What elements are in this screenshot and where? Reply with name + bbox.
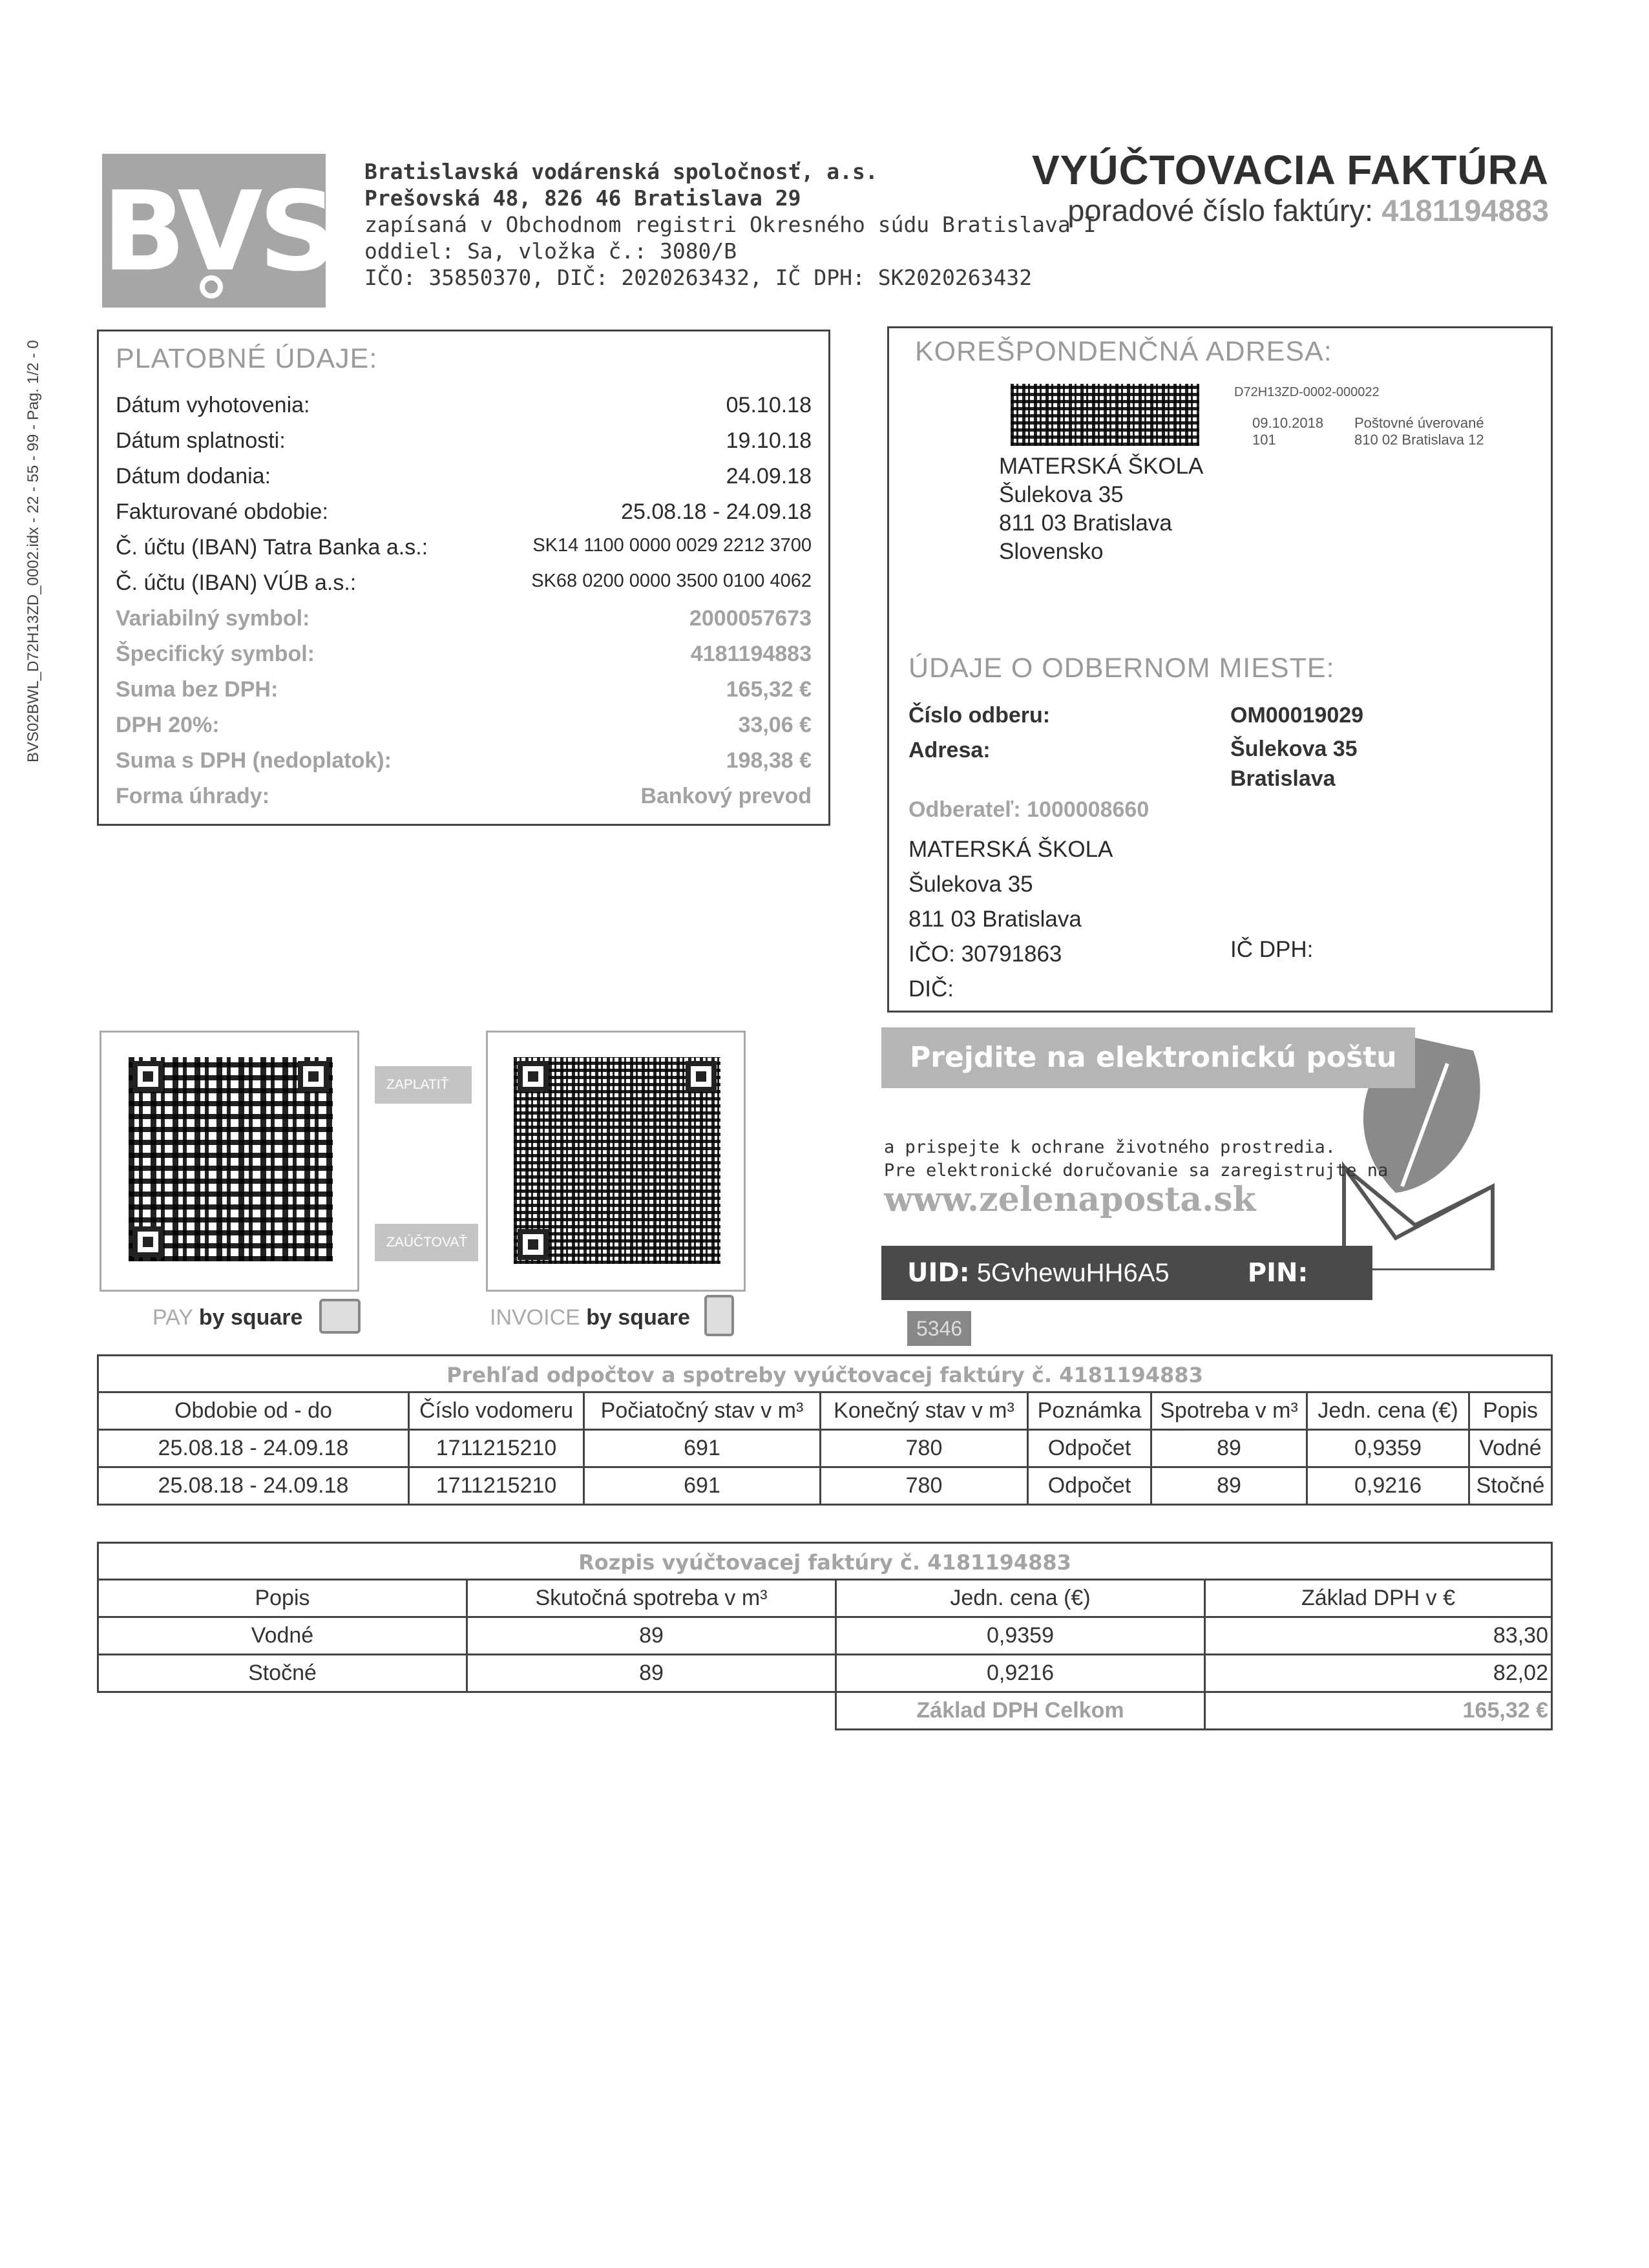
- table-row: 25.08.18 - 24.09.18 1711215210 691 780 Odpočet 89 0,9359 Vodné: [98, 1430, 1552, 1467]
- payment-row: Dátum splatnosti: 19.10.18: [116, 428, 812, 453]
- readings-table: Obdobie od - do Číslo vodomeru Počiatočný stav v m³ Konečný stav v m³ Poznámka Spotreba v m³ Jedn. cena (€) Popis 25.08.18 - 24.09.18 1711215210 691 780 Odpočet 89 0,9359 Vodné 25.08.18 - 24.09.18 1711215210 691 780 Odpočet 89 0,9216 Stočné: [97, 1391, 1553, 1506]
- document-icon: [704, 1295, 734, 1336]
- payment-row: Č. účtu (IBAN) VÚB a.s.: SK68 0200 0000 3500 0100 4062: [116, 571, 812, 595]
- invoice-title: VYÚČTOVACIA FAKTÚRA: [1031, 147, 1549, 193]
- uid-value: 5GvhewuHH6A5: [976, 1259, 1170, 1287]
- promo-text: a prispejte k ochrane životného prostredia. Pre elektronické doručovanie sa zaregistrujte na: [884, 1137, 1389, 1181]
- total-label: Základ DPH Celkom: [836, 1692, 1205, 1730]
- mail-code: D72H13ZD-0002-000022: [1234, 385, 1380, 399]
- company-address: Prešovská 48, 826 46 Bratislava 29: [364, 185, 801, 211]
- pin-label: PIN:: [1247, 1258, 1308, 1288]
- customer-icdph: IČ DPH:: [1230, 937, 1314, 962]
- qr-finder: [132, 1061, 163, 1092]
- consumption-number-label: Číslo odberu:: [909, 703, 1051, 728]
- total-value: 165,32 €: [1205, 1692, 1552, 1730]
- invoice-qr-frame: [486, 1031, 746, 1292]
- qr-finder: [518, 1061, 549, 1092]
- qr-finder: [298, 1061, 329, 1092]
- pin-value: 5346: [907, 1311, 971, 1346]
- company-registry: zapísaná v Obchodnom registri Okresného súdu Bratislava I: [364, 212, 1097, 237]
- payment-row: Dátum vyhotovenia: 05.10.18: [116, 393, 812, 417]
- correspondence-title: KOREŠPONDENČNÁ ADRESA:: [915, 336, 1332, 367]
- uid-pin-bar: [881, 1246, 1372, 1340]
- uid-label: UID:: [907, 1258, 970, 1288]
- consumption-number: OM00019029: [1230, 703, 1364, 728]
- post-office: 810 02 Bratislava 12: [1354, 432, 1484, 448]
- breakdown-title: Rozpis vyúčtovacej faktúry č. 4181194883: [578, 1550, 1071, 1575]
- table-total-row: [98, 1692, 1552, 1730]
- payment-box: [97, 330, 830, 826]
- invoice-number-line: [1067, 193, 1549, 228]
- breakdown-title-box: [97, 1542, 1553, 1580]
- water-drop-icon: [200, 275, 223, 299]
- qr-finder: [132, 1226, 163, 1257]
- post-num: 101: [1252, 432, 1276, 448]
- promo-headline: Prejdite na elektronickú poštu: [881, 1027, 1415, 1088]
- post-note: Poštovné úverované: [1354, 415, 1484, 431]
- company-ids: IČO: 35850370, DIČ: 2020263432, IČ DPH: SK2020263432: [364, 265, 1033, 290]
- company-logo: [102, 154, 334, 308]
- invoice-number: 4181194883: [1381, 193, 1549, 227]
- company-info: [364, 158, 1096, 291]
- address-box: [887, 326, 1553, 1013]
- qr-finder: [518, 1229, 549, 1260]
- payment-row: Dátum dodania: 24.09.18: [116, 464, 812, 488]
- pay-by-square: PAY by square: [152, 1305, 303, 1330]
- readings-title: Prehľad odpočtov a spotreby vyúčtovacej faktúry č. 4181194883: [446, 1363, 1203, 1387]
- consumption-address-label: Adresa:: [909, 738, 991, 762]
- table-row: Stočné 89 0,9216 82,02: [98, 1655, 1552, 1692]
- customer-address: MATERSKÁ ŠKOLA Šulekova 35 811 03 Bratislava IČO: 30791863 DIČ:: [909, 837, 1113, 1002]
- book-tag: ZAÚČTOVAŤ: [375, 1224, 478, 1261]
- pay-qr-frame: [100, 1031, 359, 1292]
- payment-row: Forma úhrady: Bankový prevod: [116, 784, 812, 808]
- payment-row: Č. účtu (IBAN) Tatra Banka a.s.: SK14 1100 0000 0029 2212 3700: [116, 535, 812, 560]
- customer-id: Odberateľ: 1000008660: [909, 797, 1150, 822]
- payment-title: PLATOBNÉ ÚDAJE:: [116, 343, 378, 374]
- payment-row: Variabilný symbol: 2000057673: [116, 606, 812, 631]
- company-name: Bratislavská vodárenská spoločnosť, a.s.: [364, 159, 878, 184]
- correspondence-address: MATERSKÁ ŠKOLA Šulekova 35 811 03 Bratislava Slovensko: [999, 454, 1204, 564]
- qr-finder: [686, 1061, 717, 1092]
- invoice-number-label: poradové číslo faktúry:: [1067, 193, 1374, 227]
- pay-tag: ZAPLATIŤ: [375, 1066, 472, 1104]
- promo-url[interactable]: www.zelenaposta.sk: [884, 1180, 1256, 1219]
- mail-barcode: [1011, 384, 1199, 446]
- logo-text: BVS: [102, 168, 334, 296]
- payment-row: DPH 20%: 33,06 €: [116, 713, 812, 737]
- table-row: Vodné 89 0,9359 83,30: [98, 1617, 1552, 1655]
- payment-row: Suma bez DPH: 165,32 €: [116, 677, 812, 702]
- side-label: BVS02BWL_D72H13ZD_0002.idx - 22 - 55 - 99 - Pag. 1/2 - 0: [25, 340, 42, 762]
- table-row: 25.08.18 - 24.09.18 1711215210 691 780 Odpočet 89 0,9216 Stočné: [98, 1467, 1552, 1505]
- readings-title-box: [97, 1354, 1553, 1393]
- payment-row: Suma s DPH (nedoplatok): 198,38 €: [116, 748, 812, 773]
- post-date: 09.10.2018: [1252, 415, 1324, 431]
- consumption-address: Šulekova 35 Bratislava: [1230, 737, 1358, 791]
- payment-row: Fakturované obdobie: 25.08.18 - 24.09.18: [116, 499, 812, 524]
- company-section: oddiel: Sa, vložka č.: 3080/B: [364, 238, 737, 264]
- invoice-by-square: INVOICE by square: [490, 1305, 690, 1330]
- consumption-point-title: ÚDAJE O ODBERNOM MIESTE:: [909, 653, 1335, 684]
- breakdown-table: Popis Skutočná spotreba v m³ Jedn. cena (€) Základ DPH v € Vodné 89 0,9359 83,30 Stočné 89 0,9216 82,02 Základ DPH Celkom 165,32 €: [97, 1579, 1553, 1730]
- card-icon: [319, 1299, 361, 1334]
- payment-row: Špecifický symbol: 4181194883: [116, 642, 812, 666]
